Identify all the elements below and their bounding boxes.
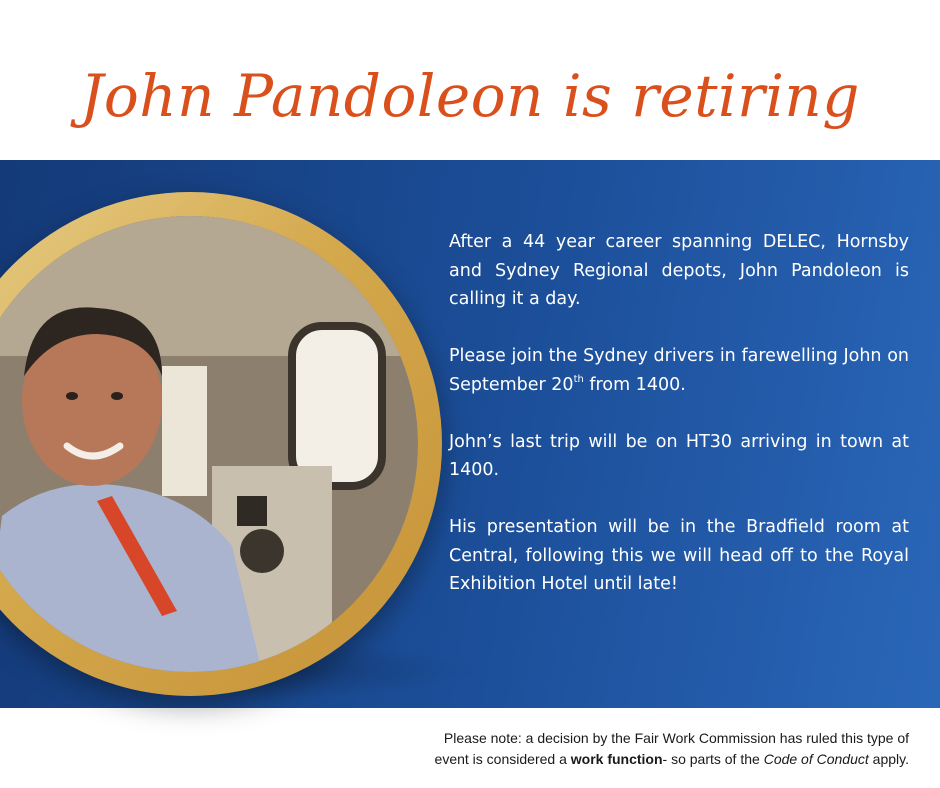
career-paragraph: After a 44 year career spanning DELEC, Hornsby and Sydney Regional depots, John Pandoleon is calling it a day. [449, 232, 909, 309]
footnote-line-2 [309, 749, 909, 770]
page-title: John Pandoleon is retiring [80, 62, 860, 130]
footnote-bold: work function [570, 751, 663, 767]
footnote-italic: Code of Conduct [763, 751, 869, 767]
footnote-text-c: apply. [868, 751, 909, 767]
portrait-photo [0, 216, 418, 672]
ordinal-suffix: th [573, 373, 584, 385]
footnote-line-1: Please note: a decision by the Fair Work Commission has ruled this type of [443, 730, 909, 746]
last-trip-paragraph: John’s last trip will be on HT30 arriving in town at 1400. [449, 431, 909, 480]
announcement-text [449, 228, 909, 627]
farewell-time: from 1400. [583, 374, 686, 395]
footnote [309, 728, 909, 770]
footnote-text-b: - so parts of the [662, 751, 764, 767]
footnote-text-a: event is considered a [434, 751, 571, 767]
farewell-text: Please join the Sydney drivers in farewelling John on September 20 [449, 346, 909, 395]
farewell-paragraph [449, 342, 909, 399]
portrait-illustration [0, 216, 418, 672]
presentation-paragraph: His presentation will be in the Bradfield room at Central, following this we will head off to the Royal Exhibition Hotel until late! [449, 517, 909, 594]
